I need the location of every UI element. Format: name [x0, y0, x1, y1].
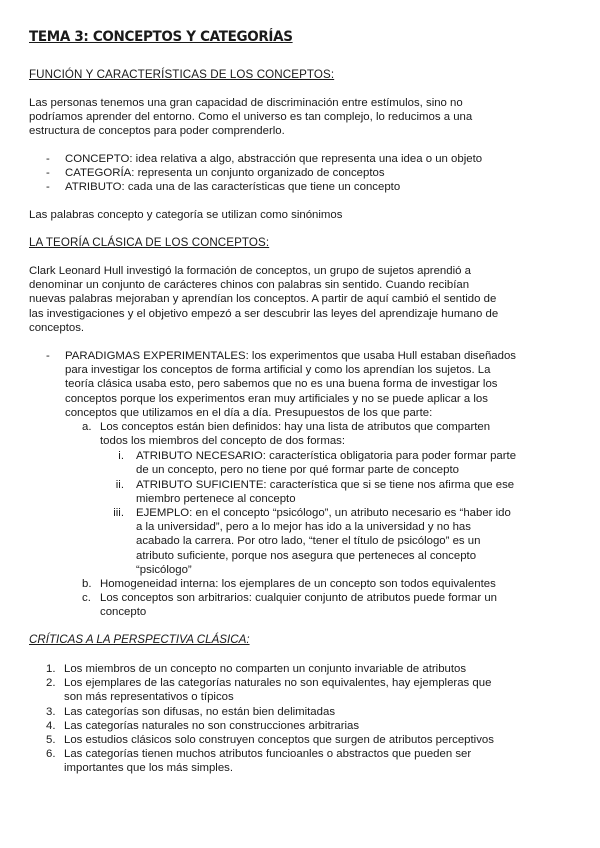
section1-intro	[29, 96, 574, 139]
roman-item-necessary	[136, 449, 516, 477]
text-line: conceptos que utilizamos en el día a día. Presupuestos de los que parte:	[65, 406, 433, 419]
text-line: conceptos porque los experimentos eran muy artificiales y no se puede aplicar a los	[65, 392, 488, 405]
list-marker: 3.	[46, 706, 56, 718]
text-line: Las categorías tienen muchos atributos funcioanles o abstractos que pueden ser	[64, 748, 472, 760]
section-heading-classical-theory: LA TEORÍA CLÁSICA DE LOS CONCEPTOS:	[29, 236, 270, 249]
list-marker: c.	[82, 592, 91, 604]
text-line: EJEMPLO: en el concepto “psicólogo”, un atributo necesario es “haber ido	[136, 507, 511, 519]
text-line: denominar un conjunto de carácteres chinos con palabras sin sentido. Cuando recibían	[29, 279, 470, 292]
bullet-categoria: CATEGORÍA: representa un conjunto organizado de conceptos	[65, 167, 385, 179]
list-marker: i.	[118, 450, 124, 462]
list-marker: 6.	[46, 748, 56, 760]
text-line: Los ejemplares de las categorías naturales no son equivalentes, hay ejempleras que	[64, 677, 492, 689]
text-line: estructura de conceptos para poder comprenderlo.	[29, 125, 285, 138]
text-line: concepto	[100, 606, 147, 619]
sub-item-arbitrary	[100, 591, 497, 619]
list-marker: 1.	[46, 663, 56, 675]
text-line: para investigar los conceptos de forma artificial y como los aprendían los sujetos. La	[65, 364, 491, 377]
synonyms-note: Las palabras concepto y categoría se utilizan como sinónimos	[29, 209, 343, 221]
criticism-item-3: Las categorías son difusas, no están bien delimitadas	[64, 706, 336, 718]
text-line: acabado la carrera. Por otro lado, “tener el título de psicólogo” es un	[136, 535, 481, 548]
text-line: Los conceptos son arbitrarios: cualquier conjunto de atributos puede formar un	[100, 592, 498, 604]
sub-item-homogeneity: Homogeneidad interna: los ejemplares de un concepto son todos equivalentes	[100, 578, 496, 590]
list-marker: a.	[82, 421, 92, 433]
list-marker: iii.	[113, 507, 124, 519]
bullet-concepto: CONCEPTO: idea relativa a algo, abstracción que representa una idea o un objeto	[65, 153, 483, 165]
criticism-item-6	[64, 747, 471, 775]
text-line: atributo suficiente, porque nos asegura que perteneces al concepto	[136, 549, 477, 562]
list-marker: 5.	[46, 734, 56, 746]
text-line: Los conceptos están bien definidos: hay una lista de atributos que comparten	[100, 421, 491, 433]
text-line: nuevas palabras mejoraban y aprendían los conceptos. A partir de aquí cambió el sentido de	[29, 293, 497, 306]
list-marker: ii.	[115, 479, 124, 491]
list-marker: 2.	[46, 677, 56, 689]
roman-item-example	[136, 506, 511, 577]
bullet-atributo: ATRIBUTO: cada una de las características que tiene un concepto	[65, 181, 401, 193]
bullet-dash: -	[46, 181, 50, 193]
text-line: Las personas tenemos una gran capacidad de discriminación entre estímulos, sino no	[29, 97, 463, 109]
text-line: podríamos aprender del entorno. Como el universo es tan complejo, lo reducimos a una	[29, 111, 473, 124]
sub-item-well-defined	[100, 420, 490, 448]
text-line: ATRIBUTO SUFICIENTE: característica que si se tiene nos afirma que ese	[136, 479, 515, 491]
bullet-dash: -	[46, 153, 50, 165]
criticism-item-4: Las categorías naturales no son construcciones arbitrarias	[64, 720, 360, 732]
criticism-item-2	[64, 676, 491, 704]
text-line: de un concepto, pero no tiene por qué formar parte de concepto	[136, 464, 459, 477]
text-line: Clark Leonard Hull investigó la formación de conceptos, un grupo de sujetos aprendió a	[29, 265, 471, 277]
text-line: teoría clásica usaba esto, pero sabemos que no es una buena forma de investigar los	[65, 378, 498, 391]
list-marker: 4.	[46, 720, 56, 732]
section-heading-concepts: FUNCIÓN Y CARACTERÍSTICAS DE LOS CONCEPTOS:	[29, 68, 335, 81]
text-line: a la universidad”, pero a lo mejor has ido a la universidad y no has	[136, 521, 471, 534]
text-line: son más representativos o típicos	[64, 691, 234, 704]
text-line: PARADIGMAS EXPERIMENTALES: los experimentos que usaba Hull estaban diseñados	[65, 350, 516, 362]
page-title: TEMA 3: CONCEPTOS Y CATEGORÍAS	[29, 29, 293, 45]
text-line: miembro pertenece al concepto	[136, 493, 296, 506]
text-line: ATRIBUTO NECESARIO: característica obligatoria para poder formar parte	[136, 450, 517, 462]
text-line: “psicólogo”	[136, 563, 192, 576]
bullet-dash: -	[46, 350, 50, 362]
text-line: todos los miembros del concepto de dos formas:	[100, 435, 346, 448]
text-line: las investigaciones y el objetivo empezó a ser descubrir las leyes del aprendizaje humano de	[29, 307, 499, 320]
section2-intro	[29, 264, 574, 335]
text-line: importantes que los más simples.	[64, 762, 234, 775]
bullet-dash: -	[46, 167, 50, 179]
criticism-item-5: Los estudios clásicos solo construyen conceptos que surgen de atributos perceptivos	[64, 734, 494, 746]
paradigms-paragraph	[65, 349, 516, 420]
criticism-item-1: Los miembros de un concepto no comparten un conjunto invariable de atributos	[64, 663, 467, 675]
roman-item-sufficient	[136, 478, 514, 506]
list-marker: b.	[82, 578, 92, 590]
text-line: conceptos.	[29, 321, 85, 334]
section-heading-criticisms: CRÍTICAS A LA PERSPECTIVA CLÁSICA:	[29, 633, 250, 646]
